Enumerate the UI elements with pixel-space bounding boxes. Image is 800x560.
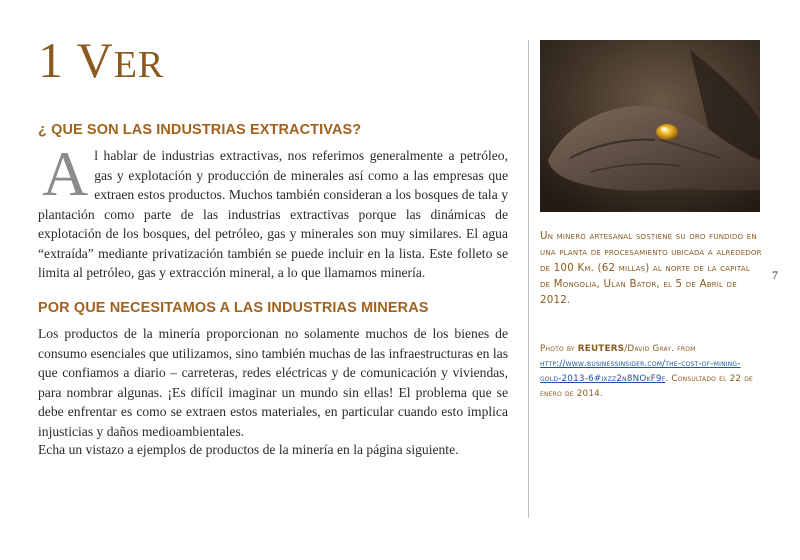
- credit-author: /David Gray.: [624, 344, 675, 354]
- credit-prefix: Photo by: [540, 344, 578, 354]
- chapter-title-rest: ER: [113, 44, 165, 86]
- chapter-number: 1: [38, 32, 64, 88]
- section-body-extractive-text: l hablar de industrias extractivas, nos referimos generalmente a petróleo, gas y explotación y producción de minerales así como a las empresas que extraen estos productos. Muchos también consideran a los bosques de tala y plantación como parte de las industrias extractivas porque las dinámicas de explotación de los bosques, del petróleo, gas y minerales son muy similares. El agua “extraída” mediante privatización también se puede incluir en la lista. Este folleto se limita al petróleo, gas y extracción mineral, a lo que llamamos minería.: [38, 148, 508, 280]
- page-number: 7: [772, 268, 778, 282]
- section-heading-extractive: ¿ QUE SON LAS INDUSTRIAS EXTRACTIVAS?: [38, 122, 362, 138]
- photo-credit: [540, 342, 762, 402]
- photo-caption: Un minero artesanal sostiene su oro fundido en una planta de procesamiento ubicada a alrededor de 100 Km. (62 millas) al norte de la capital de Mongolia, Ulan Bator, el 5 de Abril de 2012.: [540, 230, 762, 306]
- section-body-mining-need: Los productos de la minería proporcionan no solamente muchos de los bienes de consumo esenciales que utilizamos, sino también muchas de las infraestructuras en las que confiamos a diario – carreteras, redes eléctricas y de comunicación y viviendas, para nombrar algunas. ¡Es difícil imaginar un mundo sin ellas! El problema que se debe enfrentar es como se extraen estos materiales, en particular cuando esto implica injusticias y daños medioambientales.: [38, 326, 508, 439]
- section-heading-mining-need: POR QUE NECESITAMOS A LAS INDUSTRIAS MINERAS: [38, 300, 429, 316]
- credit-agency: REUTERS: [577, 344, 625, 354]
- closing-sentence: Echa un vistazo a ejemplos de productos de la minería en la página siguiente.: [38, 442, 459, 457]
- column-divider: [528, 40, 529, 518]
- credit-suffix: . Consultado el 22 de enero de 2014.: [540, 374, 754, 399]
- gold-nugget-in-hand-photo: [540, 40, 760, 212]
- credit-from: from: [677, 344, 696, 354]
- chapter-title: [38, 30, 164, 95]
- credit-source-link[interactable]: http://www.businessinsider.com/the-cost-of-mining-gold-2013-6#ixzz2n8NOkF9f: [540, 359, 741, 384]
- drop-cap: A: [42, 138, 89, 209]
- chapter-title-initial: V: [76, 32, 114, 88]
- section-body-extractive: [38, 138, 508, 283]
